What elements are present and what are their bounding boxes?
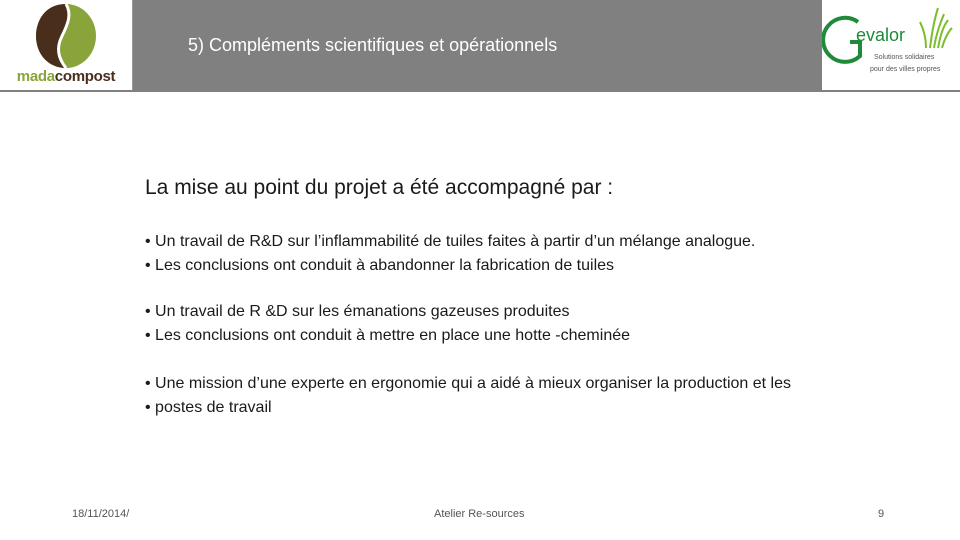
slide-title: 5) Compléments scientifiques et opérationnels [188,35,558,55]
footer-page-number: 9 [878,508,885,520]
bullet-line: • postes de travail [145,399,272,416]
bullet-group [145,230,755,278]
bullet-line: • Un travail de R &D sur les émanations gazeuses produites [145,303,570,320]
gevalor-wordmark: evalor [856,25,906,45]
footer-center-text: Atelier Re-sources [434,508,525,520]
bullet-line: • Les conclusions ont conduit à abandonner la fabrication de tuiles [145,257,615,274]
gevalor-tagline-2: pour des villes propres [870,66,941,73]
gevalor-tagline-1: Solutions solidaires [874,54,935,61]
bullet-line: • Les conclusions ont conduit à mettre en place une hotte -cheminée [145,327,631,344]
bullet-line: • Une mission d’une experte en ergonomie qui a aidé à mieux organiser la production et les [145,375,791,392]
footer-date: 18/11/2014/ [72,508,130,520]
bullet-group [145,300,630,348]
gevalor-logo [822,0,960,90]
content-heading: La mise au point du projet a été accompagné par : [145,176,614,199]
madacompost-wordmark: madacompost [16,68,116,85]
bullet-line: • Un travail de R&D sur l’inflammabilité de tuiles faites à partir d’un mélange analogue. [145,233,756,250]
madacompost-logo [0,0,133,90]
bullet-group [145,372,791,420]
